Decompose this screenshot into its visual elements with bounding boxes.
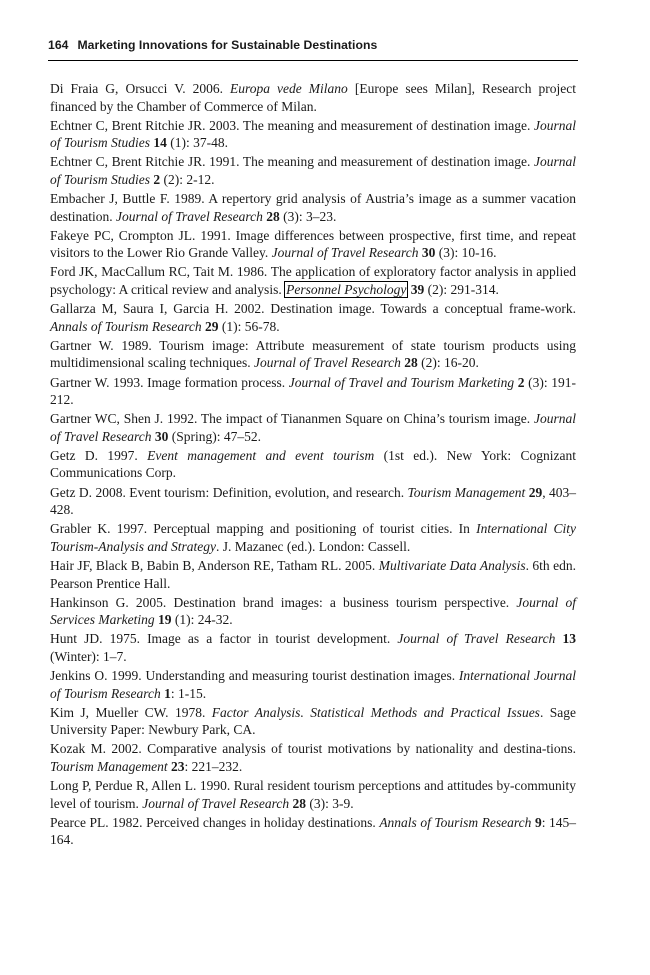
reference-entry: Hankinson G. 2005. Destination brand images: a business tourism perspective. Journal of Services Marketing 19 (1): 24-32.: [50, 594, 576, 628]
reference-entry: Embacher J, Buttle F. 1989. A repertory grid analysis of Austria’s image as a summer vacation destination. Journal of Travel Research 28 (3): 3–23.: [50, 191, 576, 224]
reference-entry: Grabler K. 1997. Perceptual mapping and positioning of tourist cities. In International City Tourism-Analysis and Strategy. J. Mazanec (ed.). London: Cassell.: [50, 521, 577, 554]
reference-entry: Gartner W. 1989. Tourism image: Attribute measurement of state tourism products using multidimensional scaling techniques. Journal of Travel Research 28 (2): 16-20.: [50, 337, 576, 371]
running-title: Marketing Innovations for Sustainable Destinations: [77, 38, 378, 52]
reference-entry: Long P, Perdue R, Allen L. 1990. Rural resident tourism perceptions and attitudes by-community level of tourism. Journal of Travel Research 28 (3): 3-9.: [50, 778, 576, 811]
running-header: [48, 38, 578, 52]
reference-list: [50, 80, 576, 850]
reference-entry: Ford JK, MacCallum RC, Tait M. 1986. The application of exploratory factor analysis in applied psychology: A critical review and analysis. Personnel Psychology 39 (2): 291-314.: [50, 264, 576, 298]
reference-entry: Getz D. 1997. Event management and event tourism (1st ed.). New York: Cognizant Communications Corp.: [50, 447, 576, 481]
reference-entry: Echtner C, Brent Ritchie JR. 1991. The meaning and measurement of destination image. Journal of Tourism Studies 2 (2): 2-12.: [50, 154, 576, 187]
reference-entry: Kim J, Mueller CW. 1978. Factor Analysis. Statistical Methods and Practical Issues. Sage University Paper: Newbury Park, CA.: [50, 704, 576, 738]
reference-entry: Jenkins O. 1999. Understanding and measuring tourist destination images. International Journal of Tourism Research 1: 1-15.: [50, 668, 576, 701]
reference-entry: Di Fraia G, Orsucci V. 2006. Europa vede Milano [Europe sees Milan], Research project financed by the Chamber of Commerce of Milan.: [50, 81, 576, 114]
header-rule: [48, 60, 578, 61]
reference-entry: Kozak M. 2002. Comparative analysis of tourist motivations by nationality and destina-tions. Tourism Management 23: 221–232.: [50, 741, 576, 774]
reference-entry: Hair JF, Black B, Babin B, Anderson RE, Tatham RL. 2005. Multivariate Data Analysis. 6th edn. Pearson Prentice Hall.: [50, 557, 576, 591]
reference-entry: Gallarza M, Saura I, Garcia H. 2002. Destination image. Towards a conceptual frame-work. Annals of Tourism Research 29 (1): 56-78.: [50, 301, 576, 334]
reference-entry: Hunt JD. 1975. Image as a factor in tourist development. Journal of Travel Research 13 (Winter): 1–7.: [50, 631, 576, 664]
highlighted-journal-link[interactable]: Personnel Psychology: [286, 282, 407, 298]
reference-entry: Pearce PL. 1982. Perceived changes in holiday destinations. Annals of Tourism Research 9: 145–164.: [50, 814, 577, 848]
reference-entry: Echtner C, Brent Ritchie JR. 2003. The meaning and measurement of destination image. Journal of Tourism Studies 14 (1): 37-48.: [50, 117, 576, 151]
reference-entry: Gartner WC, Shen J. 1992. The impact of Tiananmen Square on China’s tourism image. Journal of Travel Research 30 (Spring): 47–52.: [50, 411, 576, 444]
reference-entry: Gartner W. 1993. Image formation process. Journal of Travel and Tourism Marketing 2 (3): 191-212.: [50, 374, 576, 408]
reference-entry: Fakeye PC, Crompton JL. 1991. Image differences between prospective, first time, and repeat visitors to the Lower Rio Grande Valley. Journal of Travel Research 30 (3): 10-16.: [50, 227, 576, 261]
page-number: 164: [48, 38, 69, 52]
reference-entry: Getz D. 2008. Event tourism: Definition, evolution, and research. Tourism Management 29, 403–428.: [50, 484, 577, 518]
